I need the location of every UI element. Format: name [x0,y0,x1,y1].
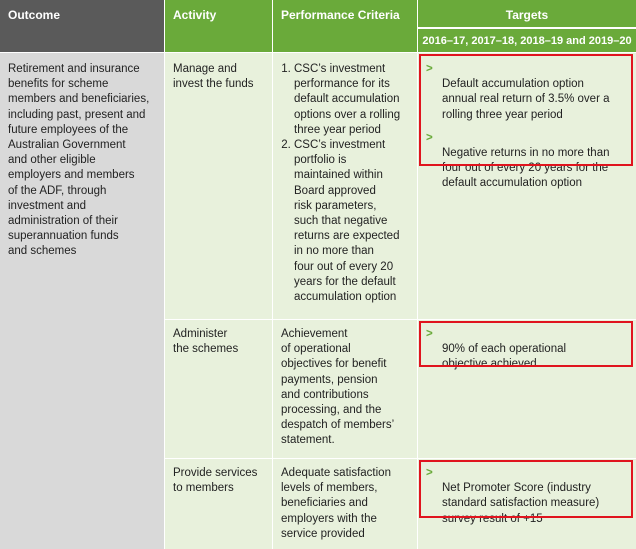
chevron-right-icon: > [426,63,433,75]
chevron-right-icon: > [426,328,433,340]
criteria-list [280,62,416,305]
header-outcome-label: Outcome [8,8,61,22]
header-outcome [0,0,164,52]
highlight-box [419,460,633,518]
header-criteria-label: Performance Criteria [281,8,400,22]
target-text: 90% of each operational objective achieved [442,343,567,371]
row3-activity: Provide services to members [173,467,258,495]
row2-activity: Administer the schemes [173,328,239,356]
target-text: Negative returns in no more than four out of every 20 years for the default accumulation option [442,147,610,190]
chevron-right-icon: > [426,131,433,144]
highlight-box [419,321,633,367]
row1-activity: Manage and invest the funds [173,63,254,91]
header-activity-label: Activity [173,8,217,22]
header-targets [418,0,636,27]
row3-criteria: Adequate satisfaction levels of members, beneficiaries and employers with the service provided [281,467,391,540]
row2-criteria: Achievement of operational objectives for benefit payments, pension and contributions processing, and the despatch of members’ statement. [281,328,395,447]
header-years: 2016–17, 2017–18, 2018–19 and 2019–20 [418,28,636,52]
column-divider [272,0,273,549]
outcome-cell [0,53,164,549]
header-criteria [273,0,417,52]
chevron-right-icon: > [426,467,433,479]
highlight-box [419,54,633,166]
criteria-item: 2. CSC’s investment portfolio is maintained within Board approved risk parameters, such that negative returns are expected in no more than four out of every 20 years for the default accumulation option [294,138,416,305]
target-text: Net Promoter Score (industry standard satisfaction measure) survey result of +15 [442,482,600,525]
header-targets-label: Targets [505,8,549,22]
row1-criteria [280,62,416,305]
outcome-text: Retirement and insurance benefits for scheme members and beneficiaries, including past, present and future employees of the Australian Government and other eligible employers and members of the ADF, through investment and administration of their superannuation funds and schemes [8,63,150,258]
header-activity [165,0,272,52]
column-divider [417,0,418,549]
criteria-item: 1. CSC’s investment performance for its default accumulation options over a rolling three year period [294,62,416,138]
target-text: Default accumulation option annual real return of 3.5% over a rolling three year period [442,78,610,121]
